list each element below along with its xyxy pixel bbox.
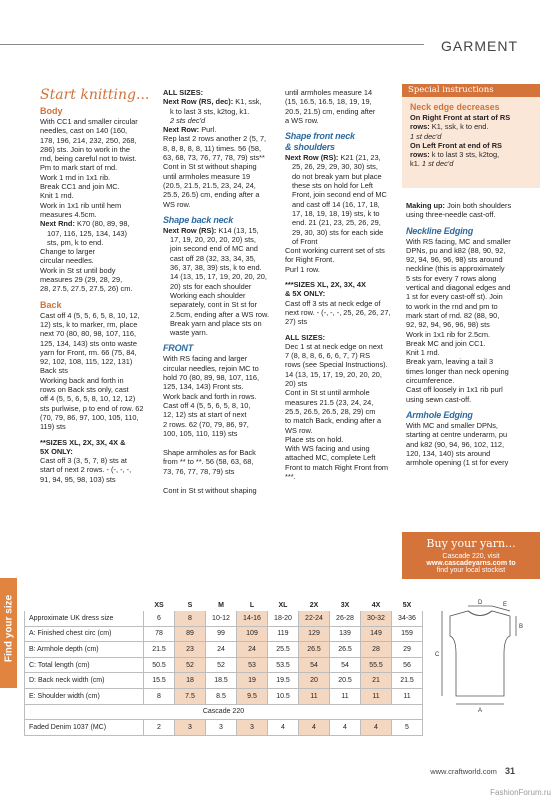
all-sizes-label-2: ALL SIZES: — [285, 332, 326, 342]
row-label: D: Back neck width (cm) — [25, 673, 144, 689]
text-line: rows (see Special Instructions). — [285, 360, 388, 370]
footer-url[interactable]: www.craftworld.com — [430, 767, 497, 776]
watermark: FashionForum.ru — [490, 788, 551, 797]
shape-front-neck-heading: Shape front neck — [285, 131, 355, 142]
table-cell: 25.5 — [268, 642, 299, 658]
text-line: 5 sts for every 7 rows along — [406, 273, 497, 283]
schematic-label-b: B — [519, 624, 524, 630]
front-neck-text — [285, 162, 399, 246]
text-line: neckline (this is approximately — [406, 264, 505, 274]
text-line: 25.5, 26.5) cm, ending after a — [163, 190, 260, 200]
table-cell: 5 — [392, 720, 423, 736]
text-line: these sts on hold for Left — [292, 181, 373, 191]
text-line: Break yarn, leaving a tail 3 — [406, 357, 494, 367]
table-cell: 22-24 — [299, 611, 330, 627]
text-line: Cast off 3 sts at neck edge of — [285, 298, 381, 308]
table-cell: 9.5 — [237, 688, 268, 704]
special-instructions-box: Special instructions Neck edge decreases On Right Front at start of RS rows: K1, ssk, k to end. 1 st dec'd On Left Front at end of RS rows: k to last 3 sts, k2tog, k1. 1 st dec'd — [402, 84, 540, 188]
schematic-label-c: C — [435, 652, 440, 658]
row-label: A: Finished chest circ (cm) — [25, 626, 144, 642]
buy-yarn-title: Buy your yarn... — [426, 537, 516, 550]
table-cell: 8.5 — [206, 688, 237, 704]
text-line: ***. — [285, 471, 296, 481]
text-line: Knit 1 rnd. — [40, 191, 74, 201]
sizes-xl-label: **SIZES XL, 2X, 3X, 4X & — [40, 437, 126, 447]
table-cell: 119 — [268, 626, 299, 642]
text-line: 25.5, 26.5, 26.5, 28, 29) cm — [285, 406, 376, 416]
text-line: 92, 102, 108, 115, 122, 131) — [40, 357, 133, 367]
table-cell: 11 — [299, 688, 330, 704]
table-cell: 15.5 — [144, 673, 175, 689]
schematic-label-d: D — [478, 600, 483, 606]
text-line: 29, 30, 30) sts for each side — [292, 227, 384, 237]
text-line: until armholes measure 14 — [285, 88, 373, 97]
text-line: WS row. — [163, 199, 191, 209]
row-label: B: Armhole depth (cm) — [25, 642, 144, 658]
table-cell: 52 — [206, 657, 237, 673]
size-header-cell: L — [237, 600, 268, 611]
table-cell: 139 — [330, 626, 361, 642]
table-cell: 20 — [299, 673, 330, 689]
text-line: Working each shoulder — [170, 290, 246, 300]
text-line: With MC and smaller DPNs, — [406, 420, 498, 430]
table-cell: 2 — [144, 720, 175, 736]
yarn-link[interactable]: www.cascadeyarns.com to — [426, 560, 516, 567]
text-line: Work in 1x1 rib until hem — [40, 200, 122, 210]
table-cell: 109 — [237, 626, 268, 642]
table-cell: 30-32 — [361, 611, 392, 627]
table-cell: 52 — [175, 657, 206, 673]
text-line: needles, cast on 140 (160, — [40, 126, 128, 136]
table-cell: 24 — [206, 642, 237, 658]
table-cell: 4 — [330, 720, 361, 736]
text-line: next row. - (-, -, -, 25, 26, 26, 27, — [285, 307, 391, 317]
table-cell: 18 — [175, 673, 206, 689]
text-line: Change to larger — [40, 247, 96, 257]
shape-back-neck-heading: Shape back neck — [163, 214, 234, 225]
text-line: start of next 2 rows. - (-, -, -, — [40, 465, 132, 475]
table-cell: 4 — [268, 720, 299, 736]
table-cell: 10.5 — [268, 688, 299, 704]
text-line: 107, 116, 125, 134, 143) — [47, 228, 127, 238]
text-line: Cont in St st until armhole — [285, 388, 370, 398]
back-text — [40, 311, 154, 432]
column-4: Making up: Join both shoulders using three-needle cast-off. Neckline Edging With RS facing, MC and smaller DPNs, pu and k82 (88, 90, 92, 92, 94, 96, 96, 98) sts around neckline (this is approximately 5 sts for every 7 rows along vertical and diagonal edges and 1 st for every cast-off st). Join to work in the rnd and pm to mark start of rnd. 82 (88, 90, 92, 92, 94, 96, 96, 98) sts Work in 1x1 rib for 2.5cm. Break MC and join CC1. Knit 1 rnd. Break yarn, leaving a tail 3 times longer than neck opening circumference. Cast off loosely in 1x1 rib purl using sewn cast-off. Armhole Edging With MC and smaller DPNs, starting at centre underarm, pu and k82 (90, 94, 96, 102, 112, 120, 134, 140) sts around armhole opening (1 st for every — [406, 201, 540, 467]
table-cell: 54 — [330, 657, 361, 673]
text-line: and cast off 14 (16, 17, 18, — [292, 199, 380, 209]
size-header-cell: XL — [268, 600, 299, 611]
table-cell: 78 — [144, 626, 175, 642]
text-line: 178, 196, 214, 232, 250, 268, — [40, 135, 137, 145]
table-cell: 20.5 — [330, 673, 361, 689]
table-cell: 26.5 — [299, 642, 330, 658]
text-line: until armholes measure 19 — [163, 171, 251, 181]
table-cell: 11 — [361, 688, 392, 704]
text-line: sts, pm, k to end. — [47, 237, 104, 247]
table-cell: 4 — [361, 720, 392, 736]
text-line: do not break yarn but place — [292, 171, 382, 181]
text-line: 28, 27.5, 27.5, 27.5, 26) cm. — [40, 284, 133, 294]
table-row — [25, 720, 423, 736]
text-line: (15, 16.5, 16.5, 18, 19, 19, — [285, 97, 372, 107]
size-header-cell: M — [206, 600, 237, 611]
table-cell: 149 — [361, 626, 392, 642]
text-line: Pm to mark start of rnd. — [40, 163, 118, 173]
front-heading: FRONT — [163, 343, 193, 354]
text-line: circular needles, rejoin MC to — [163, 363, 259, 373]
text-line: cast off 28 (32, 33, 34, 35, — [170, 253, 256, 263]
table-cell: 23 — [175, 642, 206, 658]
text-line: 20) sts — [285, 379, 308, 389]
text-line: 2.5cm, ending after a WS row. — [170, 309, 269, 319]
text-line: 1 st for every cast-off st). Join — [406, 292, 503, 302]
sizes-xl-text — [40, 456, 154, 484]
garment-schematic — [420, 598, 545, 714]
front-text — [163, 354, 277, 438]
text-line: sts purlwise, p to end of row. 62 — [40, 403, 144, 413]
table-cell: 24 — [237, 642, 268, 658]
column-1 — [40, 88, 154, 484]
text-line: Break MC and join CC1. — [406, 338, 486, 348]
text-line: Shape armholes as for Back — [163, 448, 256, 458]
column-3: until armholes measure 14 (15, 16.5, 16.5, 18, 19, 19, 20.5, 21.5) cm, ending after a WS row. Shape front neck & shoulders Next Row (RS): K21 (21, 23, 25, 26, 29, 29, 30, 30) sts, do not break yarn but place these sts on hold for Left Front, join second end of MC and cast off 14 (16, 17, 18, 17, 18, 19, 18, 19) sts, k to end. 21 (21, 23, 25, 26, 29, 29, 30, 30) sts for each side of Front Cont working current set of sts for Right Front. Purl 1 row. ***SIZES XL, 2X, 3X, 4X & 5X ONLY: Cast off 3 sts at neck edge of next row. - (-, -, -, 25, 26, 26, 27, 27) sts ALL SIZES: Dec 1 st at neck edge on next 7 (8, 8, 8, 6, 6, 6, 7, 7) RS rows (see Special Instructions). 14 (13, 15, 17, 19, 20, 20, 20, 20) sts Cont in St st until armhole measures 21.5 (23, 24, 24, 25.5, 26.5, 26.5, 28, 29) cm to match Back, ending after a WS row. Place sts on hold. With WS facing and using attached MC, complete Left Front to match Right Front from ***. — [285, 88, 399, 481]
table-cell: 19.5 — [268, 673, 299, 689]
text-line: 20.5, 21.5) cm, ending after — [285, 106, 376, 116]
text-line: to work in the rnd and pm to — [406, 301, 498, 311]
text-line: Rep last 2 rows another 2 (5, 7, — [163, 134, 267, 144]
text-line: Dec 1 st at neck edge on next — [285, 341, 383, 351]
text-line: With RS facing and larger — [163, 354, 248, 364]
shape-front-neck-heading-2: & shoulders — [285, 142, 335, 153]
table-cell: 8 — [175, 611, 206, 627]
find-your-size-tab: Find your size — [0, 578, 17, 688]
text-line: 63, 68, 73, 76, 77, 78, 79) sts** — [163, 153, 265, 163]
front-text-2 — [163, 448, 277, 476]
text-line: 100, 105, 110, 119) sts — [163, 428, 238, 438]
text-line: Knit 1 rnd. — [406, 348, 440, 358]
text-line: Place sts on hold. — [285, 434, 344, 444]
text-line: 12, 12) sts at start of next — [163, 410, 247, 420]
text-line: 125, 134, 143) Front sts. — [163, 382, 244, 392]
yarn-name-cell: Cascade 220 — [25, 704, 423, 720]
table-cell: 50.5 — [144, 657, 175, 673]
text-line: 17, 19, 20, 20, 20, 20) sts, — [170, 235, 256, 245]
text-line: waste yarn. — [170, 328, 208, 338]
sizes-xl-text-2 — [285, 299, 399, 327]
table-cell: 21.5 — [392, 673, 423, 689]
table-cell: 11 — [330, 688, 361, 704]
next-rnd-line: Next Rnd: K70 (80, 89, 98, — [40, 219, 130, 229]
neckline-edging-heading: Neckline Edging — [406, 225, 474, 236]
table-row — [25, 657, 423, 673]
table-cell: 6 — [144, 611, 175, 627]
text-line: using sewn cast-off. — [406, 394, 472, 404]
text-line: 36, 37, 38, 39) sts, k to end. — [170, 263, 262, 273]
table-cell: 4 — [299, 720, 330, 736]
table-cell: 34-36 — [392, 611, 423, 627]
table-cell: 11 — [392, 688, 423, 704]
text-line: vertical and diagonal edges and — [406, 283, 511, 293]
text-line: 8, 8, 8, 8, 8, 11) times. 56 (58, — [163, 143, 262, 153]
size-table-header — [25, 600, 423, 611]
sweater-outline — [450, 611, 510, 696]
text-line: Cast off loosely in 1x1 rib purl — [406, 385, 503, 395]
text-line: WS row. — [285, 425, 313, 435]
text-line: 14 (13, 15, 17, 19, 20, 20, 20, — [170, 272, 267, 282]
table-cell: 7.5 — [175, 688, 206, 704]
text-line: With WS facing and using — [285, 444, 370, 454]
section-title: GARMENT — [441, 38, 518, 54]
text-line: Working back and forth in — [40, 375, 124, 385]
table-cell: 3 — [206, 720, 237, 736]
text-line: Cont working current set of sts — [285, 246, 385, 256]
neck-edge-heading: Neck edge decreases — [410, 102, 500, 112]
table-cell: 19 — [237, 673, 268, 689]
text-line: Cast off 4 (5, 5, 6, 5, 8, 10, 12, — [40, 310, 140, 320]
text-line: 7 (8, 8, 8, 6, 6, 6, 7, 7) RS — [285, 351, 371, 361]
text-line: 119) sts — [40, 422, 66, 432]
table-cell: 8 — [144, 688, 175, 704]
text-line: end. 21 (21, 23, 25, 26, 29, — [292, 218, 381, 228]
text-line: Cont in St st without shaping — [163, 162, 257, 172]
text-line: armhole opening (1 st for every — [406, 458, 509, 468]
text-line: for Right Front. — [285, 255, 335, 265]
table-cell: 99 — [206, 626, 237, 642]
text-line: off 4 (5, 5, 6, 5, 8, 10, 12, 12) — [40, 394, 136, 404]
text-line: and k82 (90, 94, 96, 102, 112, — [406, 439, 505, 449]
text-line: 20) sts for each shoulder — [170, 281, 252, 291]
text-line: Break CC1 and join MC. — [40, 182, 120, 192]
text-line: k to last 3 sts, k2tog, k1. — [170, 106, 250, 116]
sizes-xl-label-3: ***SIZES XL, 2X, 3X, 4X — [285, 280, 366, 290]
sizes-xl-label-2: 5X ONLY: — [40, 446, 73, 456]
table-cell: 21.5 — [144, 642, 175, 658]
page-footer — [430, 766, 515, 776]
text-line: separately, cont in St st for — [170, 300, 257, 310]
text-line: Back sts — [40, 366, 68, 376]
neckline-edging-text — [406, 237, 540, 404]
e-measure-line — [492, 606, 510, 611]
text-line: 12) sts, k to marker, rm, place — [40, 319, 138, 329]
text-line: measures 4.5cm. — [40, 209, 97, 219]
text-line: 73, 76, 77, 78, 79) sts — [163, 466, 235, 476]
size-header-cell: XS — [144, 600, 175, 611]
text-line: rnd, being careful not to twist. — [40, 154, 137, 164]
text-line: 286) sts. Join to work in the — [40, 144, 130, 154]
table-row — [25, 611, 423, 627]
sizes-xl-label-4: & 5X ONLY: — [285, 289, 326, 299]
text-line: Work in St st until body — [40, 265, 116, 275]
text-line: Work 1 rnd in 1x1 rib. — [40, 172, 111, 182]
text-line: Front to match Right Front from — [285, 462, 389, 472]
table-cell: 26.5 — [330, 642, 361, 658]
armhole-edging-heading: Armhole Edging — [406, 409, 473, 420]
making-up-text — [406, 210, 540, 219]
text-line: hold 70 (80, 89, 98, 107, 116, — [163, 373, 260, 383]
table-cell: 159 — [392, 626, 423, 642]
next-row-text — [163, 134, 277, 208]
table-cell: 29 — [392, 642, 423, 658]
yarn-name-row — [25, 704, 423, 720]
body-text — [40, 117, 154, 219]
table-row — [25, 626, 423, 642]
size-table — [24, 599, 423, 736]
page-number: 31 — [504, 766, 515, 776]
text-line: times longer than neck opening — [406, 366, 509, 376]
back-heading: Back — [40, 299, 62, 310]
text-line: 27) sts — [285, 317, 308, 327]
text-line: Front, join second end of MC — [292, 190, 387, 200]
text-line: (20.5, 21.5, 21.5, 23, 24, 24, — [163, 180, 256, 190]
text-line: to match Back, ending after a — [285, 416, 382, 426]
table-cell: 55.5 — [361, 657, 392, 673]
text-line: rows on Back sts only, cast — [40, 385, 129, 395]
table-row — [25, 642, 423, 658]
table-row — [25, 688, 423, 704]
front-text-3: Cont in St st without shaping — [163, 485, 257, 495]
buy-yarn-box: Buy your yarn... Cascade 220, visit www.cascadeyarns.com to find your local stockist — [402, 532, 540, 579]
size-header-cell: 5X — [392, 600, 423, 611]
text-line: from ** to **. 56 (58, 63, 68, — [163, 457, 254, 467]
size-header-cell: 2X — [299, 600, 330, 611]
all-sizes-text — [285, 342, 399, 481]
shape-back-neck-text — [163, 235, 277, 337]
table-cell: 18-20 — [268, 611, 299, 627]
text-line: 2 sts dec'd — [170, 115, 206, 125]
neckline — [468, 611, 492, 616]
body-text-2 — [40, 247, 154, 293]
row-label: Faded Denim 1037 (MC) — [25, 720, 144, 736]
table-cell: 129 — [299, 626, 330, 642]
text-line: 25, 26, 29, 29, 30, 30) sts, — [292, 162, 378, 172]
table-cell: 10-12 — [206, 611, 237, 627]
schematic-label-a: A — [478, 708, 483, 714]
all-sizes-label: ALL SIZES: — [163, 88, 204, 97]
text-line: With RS facing, MC and smaller — [406, 236, 511, 246]
text-line: starting at centre underarm, pu — [406, 430, 508, 440]
text-line: next 70 (80, 80, 98, 107, 116, — [40, 329, 137, 339]
text-line: circumference. — [406, 376, 455, 386]
table-cell: 3 — [175, 720, 206, 736]
text-line: measures 21.5 (23, 24, 24, — [285, 397, 374, 407]
table-cell: 53 — [237, 657, 268, 673]
table-cell: 21 — [361, 673, 392, 689]
text-line: of Front — [292, 236, 318, 246]
body-heading: Body — [40, 106, 63, 116]
text-line: 92, 94, 96, 96, 98) sts around — [406, 255, 503, 265]
text-line: Work in 1x1 rib for 2.5cm. — [406, 329, 491, 339]
size-header-cell: 4X — [361, 600, 392, 611]
text-line: mark start of rnd. 82 (88, 90, — [406, 310, 500, 320]
armhole-text — [285, 88, 399, 125]
text-line: Work back and forth in rows. — [163, 391, 257, 401]
table-cell: 89 — [175, 626, 206, 642]
text-line: Cast off 3 (3, 5, 7, 8) sts at — [40, 456, 127, 466]
text-line: Cast off 4 (5, 5, 6, 5, 8, 10, — [163, 400, 251, 410]
schematic-label-e: E — [503, 602, 508, 608]
next-rnd-text — [40, 229, 154, 248]
table-cell: 3 — [237, 720, 268, 736]
text-line: With CC1 and smaller circular — [40, 117, 138, 126]
text-line: Break yarn and place sts on — [170, 318, 262, 328]
row-label: C: Total length (cm) — [25, 657, 144, 673]
table-cell: 53.5 — [268, 657, 299, 673]
table-cell: 56 — [392, 657, 423, 673]
next-row-dec-text — [163, 107, 277, 126]
text-line: measures 29 (29, 28, 29, — [40, 275, 123, 285]
table-row — [25, 673, 423, 689]
table-cell: 26-28 — [330, 611, 361, 627]
text-line: 120, 134, 140) sts around — [406, 448, 491, 458]
text-line: 92, 92, 94, 96, 96, 98) sts — [406, 320, 490, 330]
text-line: Purl 1 row. — [285, 264, 320, 274]
size-header-cell: 3X — [330, 600, 361, 611]
row-label: Approximate UK dress size — [25, 611, 144, 627]
armhole-edging-text — [406, 421, 540, 467]
table-cell: 18.5 — [206, 673, 237, 689]
text-line: 2 rows. 62 (70, 79, 86, 97, — [163, 419, 249, 429]
text-line: circular needles. — [40, 256, 94, 266]
text-line: 17, 18, 19, 18, 19) sts, k to — [292, 208, 380, 218]
row-label: E: Shoulder width (cm) — [25, 688, 144, 704]
text-line: 125, 134, 143) sts onto waste — [40, 338, 137, 348]
column-2: ALL SIZES: Next Row (RS, dec): K1, ssk, k to last 3 sts, k2tog, k1. 2 sts dec'd Next Row: Purl. Rep last 2 rows another 2 (5, 7, 8, 8, 8, 8, 8, 11) times. 56 (58, 63, 68, 73, 76, 77, 78, 79) sts** Cont in St st without shaping until armholes measure 19 (20.5, 21.5, 21.5, 23, 24, 24, 25.5, 26.5) cm, ending after a WS row. Shape back neck Next Row (RS): K14 (13, 15, 17, 19, 20, 20, 20, 20) sts, join second end of MC and cast off 28 (32, 33, 34, 35, 36, 37, 38, 39) sts, k to end. 14 (13, 15, 17, 19, 20, 20, 20, 20) sts for each shoulder Working each shoulder separately, cont in St st for 2.5cm, ending after a WS row. Break yarn and place sts on waste yarn. FRONT With RS facing and larger circular needles, rejoin MC to hold 70 (80, 89, 98, 107, 116, 125, 134, 143) Front sts. Work back and forth in rows. Cast off 4 (5, 5, 6, 5, 8, 10, 12, 12) sts at start of next 2 rows. 62 (70, 79, 86, 97, 100, 105, 110, 119) sts Shape armholes as for Back from ** to **. 56 (58, 63, 68, 73, 76, 77, 78, 79) sts Cont in St st without shaping — [163, 88, 277, 495]
text-line: 14 (13, 15, 17, 19, 20, 20, 20, — [285, 369, 382, 379]
special-instructions-title: Special instructions — [402, 84, 540, 97]
text-line: (70, 79, 86, 97, 100, 105, 110, — [40, 412, 139, 422]
table-cell: 28 — [361, 642, 392, 658]
table-cell: 54 — [299, 657, 330, 673]
text-line: yarn for Front, rm. 66 (75, 84, — [40, 347, 137, 357]
size-header-cell: S — [175, 600, 206, 611]
table-cell: 14-16 — [237, 611, 268, 627]
text-line: attached MC, complete Left — [285, 453, 376, 463]
text-line: a WS row. — [285, 115, 319, 125]
text-line: using three-needle cast-off. — [406, 210, 496, 220]
text-line: 91, 94, 95, 98, 103) sts — [40, 474, 116, 484]
text-line: DPNs, pu and k82 (88, 90, 92, — [406, 245, 506, 255]
start-knitting-heading: Start knitting... — [40, 87, 150, 103]
text-line: join second end of MC and — [170, 244, 258, 254]
cont-text — [285, 246, 399, 274]
